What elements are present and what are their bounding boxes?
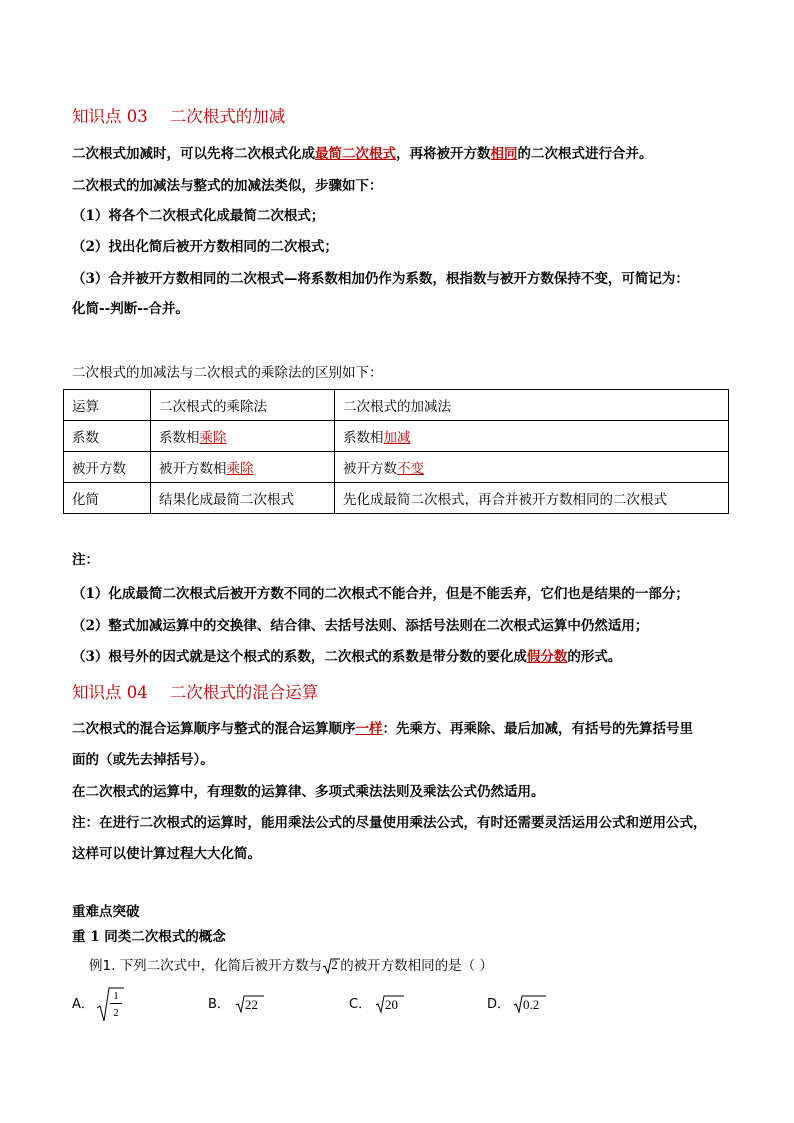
emphasis-same: 相同	[490, 146, 518, 162]
table-row	[64, 421, 729, 452]
emphasis-simplest-radical: 最简二次根式	[315, 146, 396, 162]
text-run: 二次根式加减时，可以先将二次根式化成	[72, 146, 315, 162]
option-label: A．	[72, 997, 94, 1012]
kp03-para-2: 二次根式的加减法与整式的加减法类似，步骤如下：	[72, 178, 383, 194]
option-label: D．	[487, 997, 511, 1012]
emphasis-improper-fraction: 假分数	[526, 649, 568, 665]
table-cell	[151, 421, 335, 452]
kp03-step-2: （2）找出化简后被开方数相同的二次根式；	[72, 239, 338, 255]
example-label: 例1.	[89, 958, 116, 974]
text-run: 被开方数相	[159, 461, 227, 477]
option-c-expr	[375, 994, 405, 1014]
text-run: 下列二次式中，化简后被开方数与	[119, 958, 323, 974]
radicand: 0.2	[523, 997, 540, 1012]
fraction-denominator: 2	[113, 1007, 119, 1019]
text-run: 的二次根式进行合并。	[517, 146, 653, 162]
table-cell: 运算	[64, 390, 151, 421]
table-cell: 结果化成最简二次根式	[151, 483, 335, 514]
text-run: 的被开方数相同的是（ ）	[340, 958, 493, 974]
emphasis: 乘除	[226, 461, 254, 477]
text-run: 系数相	[159, 430, 200, 446]
kp04-label: 知识点 04	[72, 683, 148, 702]
option-label: B．	[208, 997, 230, 1012]
table-cell	[335, 421, 729, 452]
option-b-expr	[235, 994, 265, 1014]
fraction-numerator: 1	[113, 990, 119, 1002]
comparison-table	[63, 389, 729, 514]
kp03-label: 知识点 03	[72, 107, 148, 126]
option-a-expr	[96, 986, 126, 1024]
section-title: 重难点突破	[72, 904, 140, 920]
table-cell: 二次根式的乘除法	[151, 390, 335, 421]
table-cell	[335, 452, 729, 483]
table-cell	[151, 452, 335, 483]
emphasis-same: 一样	[355, 721, 383, 737]
sqrt-2	[322, 957, 340, 975]
note-1: （1）化成最简二次根式后被开方数不同的二次根式不能合并，但是不能丢弃，它们也是结果的一部分；	[72, 586, 689, 602]
option-label: C．	[349, 997, 372, 1012]
kp04-para-1	[72, 719, 693, 739]
kp03-title: 二次根式的加减	[169, 107, 286, 126]
option-b[interactable]	[208, 995, 230, 1015]
table-row	[64, 483, 729, 514]
option-d-expr	[513, 994, 547, 1014]
radicand: 2	[331, 957, 338, 972]
kp04-para-1-cont: 面的（或先去掉括号）。	[72, 752, 214, 768]
note-3	[72, 647, 621, 667]
text-run: ，再将被开方数	[396, 146, 491, 162]
option-d[interactable]	[487, 995, 510, 1015]
kp03-step-3: （3）合并被开方数相同的二次根式—将系数相加仍作为系数，根指数与被开方数保持不变，可简记为：	[72, 271, 689, 287]
table-intro: 二次根式的加减法与二次根式的乘除法的区别如下：	[72, 365, 383, 381]
kp04-para-2: 在二次根式的运算中，有理数的运算律、多项式乘法法则及乘法公式仍然适用。	[72, 784, 545, 800]
kp03-step-1: （1）将各个二次根式化成最简二次根式；	[72, 208, 325, 224]
table-row	[64, 390, 729, 421]
text-run: （3）根号外的因式就是这个根式的系数，二次根式的系数是带分数的要化成	[72, 649, 527, 665]
text-run: 系数相	[343, 430, 384, 446]
note-2: （2）整式加减运算中的交换律、结合律、去括号法则、添括号法则在二次根式运算中仍然适用；	[72, 618, 649, 634]
section-subtitle: 重 1 同类二次根式的概念	[72, 929, 226, 945]
kp03-heading	[72, 106, 285, 128]
kp03-step-3-cont: 化简--判断--合并。	[72, 301, 189, 317]
text-run: 二次根式的混合运算顺序与整式的混合运算顺序	[72, 721, 356, 737]
table-cell: 二次根式的加减法	[335, 390, 729, 421]
kp03-para-1	[72, 144, 653, 164]
emphasis: 不变	[397, 461, 424, 477]
option-a[interactable]	[72, 995, 94, 1015]
option-c[interactable]	[349, 995, 371, 1015]
text-run: ：先乘方、再乘除、最后加减，有括号的先算括号里	[382, 721, 693, 737]
radicand: 22	[245, 997, 258, 1012]
kp04-heading	[72, 682, 318, 704]
table-cell: 先化成最简二次根式，再合并被开方数相同的二次根式	[335, 483, 729, 514]
emphasis: 加减	[383, 430, 411, 446]
fraction-bar	[110, 1003, 122, 1004]
note-label: 注：	[72, 552, 99, 568]
example-1-question	[89, 955, 493, 977]
kp04-title: 二次根式的混合运算	[169, 683, 319, 702]
table-cell: 系数	[64, 421, 151, 452]
kp04-para-3-cont: 这样可以使计算过程大大化简。	[72, 846, 261, 862]
emphasis: 乘除	[199, 430, 227, 446]
text-run: 被开方数	[343, 461, 397, 477]
text-run: 的形式。	[567, 649, 622, 665]
table-row	[64, 452, 729, 483]
kp04-para-3: 注：在进行二次根式的运算时，能用乘法公式的尽量使用乘法公式，有时还需要灵活运用公式和逆用公式，	[72, 815, 707, 831]
table-cell: 被开方数	[64, 452, 151, 483]
radicand: 20	[385, 997, 398, 1012]
table-cell: 化简	[64, 483, 151, 514]
